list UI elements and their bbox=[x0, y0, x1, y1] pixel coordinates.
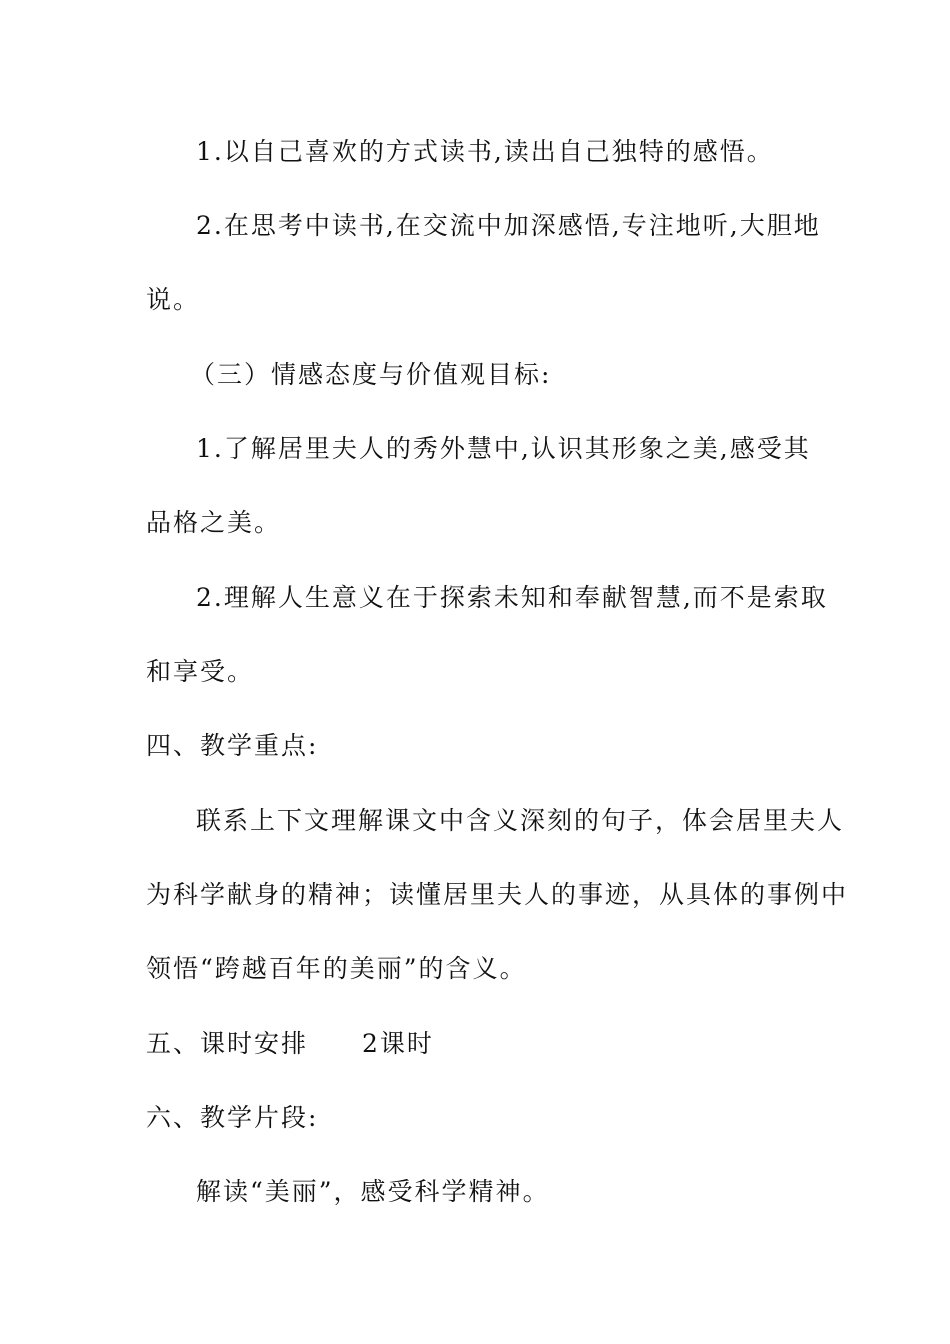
paragraph-life-meaning-line1: 2.理解人生意义在于探索未知和奉献智慧,而不是索取 bbox=[196, 583, 828, 612]
paragraph-reading-method: 1.以自己喜欢的方式读书,读出自己独特的感悟。 bbox=[196, 137, 774, 166]
paragraph-teaching-segment: 解读“美丽”，感受科学精神。 bbox=[196, 1177, 550, 1206]
section-heading-emotion-goals: （三）情感态度与价值观目标: bbox=[190, 360, 552, 389]
class-hours-label: 五、课时安排 bbox=[146, 1029, 309, 1058]
paragraph-life-meaning-line2: 和享受。 bbox=[146, 657, 255, 686]
paragraph-curie-image-line2: 品格之美。 bbox=[146, 508, 282, 537]
paragraph-thinking-reading-line1: 2.在思考中读书,在交流中加深感悟,专注地听,大胆地 bbox=[196, 211, 821, 240]
paragraph-key-points-line3: 领悟“跨越百年的美丽”的含义。 bbox=[146, 954, 527, 983]
paragraph-thinking-reading-line2: 说。 bbox=[146, 285, 201, 314]
section-heading-class-hours bbox=[146, 1029, 434, 1059]
paragraph-key-points-line2: 为科学献身的精神；读懂居里夫人的事迹，从具体的事例中 bbox=[146, 880, 849, 909]
class-hours-value: 2课时 bbox=[362, 1029, 434, 1058]
paragraph-key-points-line1: 联系上下文理解课文中含义深刻的句子，体会居里夫人 bbox=[196, 806, 845, 835]
section-heading-key-points: 四、教学重点: bbox=[146, 731, 319, 760]
paragraph-curie-image-line1: 1.了解居里夫人的秀外慧中,认识其形象之美,感受其 bbox=[196, 434, 811, 463]
section-heading-teaching-segment: 六、教学片段: bbox=[146, 1103, 319, 1132]
